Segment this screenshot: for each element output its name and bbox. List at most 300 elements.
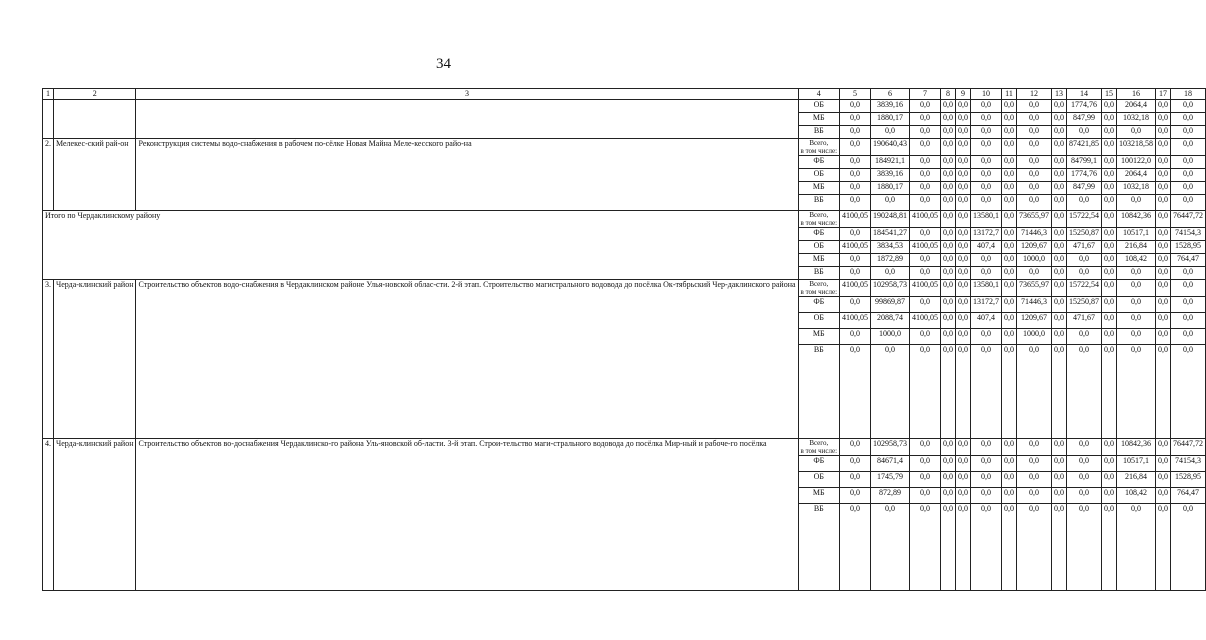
row-number: 2. xyxy=(43,139,54,211)
value-cell: 0,0 xyxy=(1017,113,1052,126)
value-cell: 0,0 xyxy=(1156,182,1171,195)
value-cell: 0,0 xyxy=(956,345,971,439)
project-description: Строительство объектов водо-снабжения в Чердаклинском районе Улья-новской облас-сти. 2-й этап. Строительство магистрального водовода до посёлка Ок-тябрьский Чер-даклинского района xyxy=(136,280,798,439)
table-row xyxy=(43,89,1206,100)
value-cell: 1528,95 xyxy=(1171,241,1206,254)
value-cell: 872,89 xyxy=(871,488,910,504)
value-cell: 0,0 xyxy=(1017,182,1052,195)
value-cell: 0,0 xyxy=(910,439,941,456)
value-cell: 0,0 xyxy=(956,113,971,126)
column-header: 10 xyxy=(971,89,1002,100)
value-cell: 0,0 xyxy=(1002,329,1017,345)
value-cell: 1032,18 xyxy=(1117,182,1156,195)
value-cell: 0,0 xyxy=(1002,139,1017,156)
value-cell: 0,0 xyxy=(1017,345,1052,439)
value-cell: 0,0 xyxy=(910,345,941,439)
value-cell: 0,0 xyxy=(1017,267,1052,280)
value-cell: 0,0 xyxy=(1156,488,1171,504)
value-cell: 87421,85 xyxy=(1067,139,1102,156)
value-cell: 0,0 xyxy=(1102,182,1117,195)
source-label: ОБ xyxy=(798,100,840,113)
value-cell: 0,0 xyxy=(1171,156,1206,169)
value-cell: 0,0 xyxy=(1156,456,1171,472)
value-cell: 0,0 xyxy=(1156,329,1171,345)
value-cell: 0,0 xyxy=(941,113,956,126)
value-cell: 0,0 xyxy=(941,169,956,182)
value-cell: 0,0 xyxy=(871,345,910,439)
value-cell: 0,0 xyxy=(1002,195,1017,211)
value-cell: 0,0 xyxy=(941,313,956,329)
value-cell: 0,0 xyxy=(1156,504,1171,591)
value-cell: 0,0 xyxy=(910,456,941,472)
column-header: 7 xyxy=(910,89,941,100)
value-cell: 0,0 xyxy=(910,195,941,211)
empty-cell xyxy=(136,100,798,113)
value-cell: 0,0 xyxy=(941,139,956,156)
value-cell: 0,0 xyxy=(1117,267,1156,280)
empty-cell xyxy=(136,126,798,139)
value-cell: 0,0 xyxy=(941,182,956,195)
table-row xyxy=(43,211,1206,228)
value-cell: 0,0 xyxy=(956,254,971,267)
value-cell: 0,0 xyxy=(910,254,941,267)
value-cell: 0,0 xyxy=(941,254,956,267)
value-cell: 0,0 xyxy=(1017,439,1052,456)
value-cell: 0,0 xyxy=(956,182,971,195)
column-header: 15 xyxy=(1102,89,1117,100)
value-cell: 0,0 xyxy=(1052,329,1067,345)
value-cell: 0,0 xyxy=(910,228,941,241)
value-cell: 108,42 xyxy=(1117,488,1156,504)
value-cell: 0,0 xyxy=(1067,504,1102,591)
area-name: Черда-клинский район xyxy=(54,439,136,591)
value-cell: 0,0 xyxy=(1102,241,1117,254)
value-cell: 0,0 xyxy=(956,139,971,156)
value-cell: 4100,05 xyxy=(840,313,871,329)
value-cell: 2064,4 xyxy=(1117,100,1156,113)
value-cell: 0,0 xyxy=(840,254,871,267)
value-cell: 0,0 xyxy=(971,472,1002,488)
value-cell: 76447,72 xyxy=(1171,211,1206,228)
value-cell: 0,0 xyxy=(1117,280,1156,297)
area-name: Черда-клинский район xyxy=(54,280,136,439)
value-cell: 0,0 xyxy=(1102,488,1117,504)
value-cell: 0,0 xyxy=(956,100,971,113)
value-cell: 0,0 xyxy=(941,100,956,113)
value-cell: 0,0 xyxy=(840,329,871,345)
value-cell: 0,0 xyxy=(910,329,941,345)
value-cell: 0,0 xyxy=(1067,456,1102,472)
value-cell: 0,0 xyxy=(1156,345,1171,439)
value-cell: 0,0 xyxy=(1002,254,1017,267)
value-cell: 0,0 xyxy=(1171,126,1206,139)
value-cell: 0,0 xyxy=(840,345,871,439)
value-cell: 0,0 xyxy=(1052,456,1067,472)
value-cell: 0,0 xyxy=(1102,254,1117,267)
value-cell: 4100,05 xyxy=(840,241,871,254)
value-cell: 0,0 xyxy=(910,504,941,591)
value-cell: 0,0 xyxy=(1117,504,1156,591)
source-label: МБ xyxy=(798,488,840,504)
value-cell: 0,0 xyxy=(1171,280,1206,297)
value-cell: 0,0 xyxy=(971,169,1002,182)
value-cell: 0,0 xyxy=(1067,254,1102,267)
value-cell: 0,0 xyxy=(1171,504,1206,591)
value-cell: 0,0 xyxy=(1117,313,1156,329)
value-cell: 0,0 xyxy=(1156,126,1171,139)
value-cell: 13172,7 xyxy=(971,297,1002,313)
value-cell: 1032,18 xyxy=(1117,113,1156,126)
value-cell: 0,0 xyxy=(1171,139,1206,156)
column-header: 4 xyxy=(798,89,840,100)
source-label: ВБ xyxy=(798,504,840,591)
value-cell: 0,0 xyxy=(1002,100,1017,113)
value-cell: 1880,17 xyxy=(871,113,910,126)
value-cell: 0,0 xyxy=(1067,267,1102,280)
total-label: Всего, xyxy=(809,439,829,447)
column-header: 11 xyxy=(1002,89,1017,100)
value-cell: 0,0 xyxy=(941,297,956,313)
value-cell: 847,99 xyxy=(1067,182,1102,195)
value-cell: 0,0 xyxy=(1156,169,1171,182)
value-cell: 3834,53 xyxy=(871,241,910,254)
value-cell: 216,84 xyxy=(1117,472,1156,488)
value-cell: 764,47 xyxy=(1171,488,1206,504)
value-cell: 0,0 xyxy=(1102,267,1117,280)
value-cell: 0,0 xyxy=(1156,439,1171,456)
value-cell: 216,84 xyxy=(1117,241,1156,254)
value-cell: 0,0 xyxy=(1052,139,1067,156)
value-cell: 15250,87 xyxy=(1067,228,1102,241)
value-cell: 190248,81 xyxy=(871,211,910,228)
column-header: 14 xyxy=(1067,89,1102,100)
value-cell: 0,0 xyxy=(1052,169,1067,182)
source-label: ФБ xyxy=(798,228,840,241)
incl-label: в том числе: xyxy=(800,219,838,227)
value-cell: 0,0 xyxy=(941,156,956,169)
value-cell: 0,0 xyxy=(840,439,871,456)
value-cell: 0,0 xyxy=(1102,113,1117,126)
value-cell: 0,0 xyxy=(1002,241,1017,254)
source-label: ВБ xyxy=(798,126,840,139)
value-cell: 0,0 xyxy=(1052,280,1067,297)
value-cell: 0,0 xyxy=(840,228,871,241)
finance-table xyxy=(42,88,1206,591)
value-cell: 0,0 xyxy=(1002,504,1017,591)
value-cell: 0,0 xyxy=(1156,313,1171,329)
value-cell: 0,0 xyxy=(871,504,910,591)
value-cell: 0,0 xyxy=(971,456,1002,472)
value-cell: 0,0 xyxy=(910,472,941,488)
value-cell: 1528,95 xyxy=(1171,472,1206,488)
value-cell: 0,0 xyxy=(1017,488,1052,504)
value-cell: 0,0 xyxy=(1052,297,1067,313)
value-cell: 0,0 xyxy=(1052,504,1067,591)
value-cell: 0,0 xyxy=(1002,182,1017,195)
value-cell: 4100,05 xyxy=(910,241,941,254)
value-cell: 0,0 xyxy=(1017,169,1052,182)
project-description: Строительство объектов во-доснабжения Чердаклинско-го района Уль-яновской об-ласти. 3-й этап. Строи-тельство маги-стрального водовода до посёлка Мир-ный и рабоче-го посёлка xyxy=(136,439,798,591)
value-cell: 407,4 xyxy=(971,241,1002,254)
value-cell: 0,0 xyxy=(971,195,1002,211)
value-cell: 0,0 xyxy=(910,488,941,504)
value-cell: 0,0 xyxy=(1102,345,1117,439)
value-cell: 0,0 xyxy=(910,267,941,280)
value-cell: 0,0 xyxy=(956,472,971,488)
table-row xyxy=(43,139,1206,156)
total-label: Всего, xyxy=(809,139,829,147)
value-cell: 0,0 xyxy=(1117,329,1156,345)
value-cell: 0,0 xyxy=(1052,195,1067,211)
total-label-cell xyxy=(798,439,840,456)
value-cell: 0,0 xyxy=(1102,195,1117,211)
value-cell: 0,0 xyxy=(1102,439,1117,456)
empty-cell xyxy=(54,126,136,139)
total-label: Всего, xyxy=(809,211,829,219)
value-cell: 0,0 xyxy=(1002,313,1017,329)
value-cell: 0,0 xyxy=(956,504,971,591)
value-cell: 0,0 xyxy=(840,488,871,504)
value-cell: 0,0 xyxy=(1102,456,1117,472)
value-cell: 1872,89 xyxy=(871,254,910,267)
value-cell: 0,0 xyxy=(1017,126,1052,139)
value-cell: 0,0 xyxy=(956,488,971,504)
value-cell: 0,0 xyxy=(941,228,956,241)
total-label-cell xyxy=(798,139,840,156)
value-cell: 0,0 xyxy=(1067,126,1102,139)
value-cell: 0,0 xyxy=(1052,126,1067,139)
value-cell: 0,0 xyxy=(1102,211,1117,228)
value-cell: 0,0 xyxy=(971,345,1002,439)
value-cell: 0,0 xyxy=(1102,156,1117,169)
value-cell: 13172,7 xyxy=(971,228,1002,241)
value-cell: 0,0 xyxy=(910,139,941,156)
source-label: ФБ xyxy=(798,456,840,472)
value-cell: 0,0 xyxy=(1171,195,1206,211)
value-cell: 1000,0 xyxy=(1017,329,1052,345)
value-cell: 0,0 xyxy=(840,156,871,169)
value-cell: 0,0 xyxy=(1067,329,1102,345)
value-cell: 0,0 xyxy=(1052,211,1067,228)
value-cell: 0,0 xyxy=(1171,297,1206,313)
empty-cell xyxy=(136,113,798,126)
value-cell: 0,0 xyxy=(971,182,1002,195)
value-cell: 0,0 xyxy=(1002,472,1017,488)
value-cell: 0,0 xyxy=(1171,345,1206,439)
value-cell: 0,0 xyxy=(910,113,941,126)
value-cell: 0,0 xyxy=(1052,228,1067,241)
value-cell: 0,0 xyxy=(971,439,1002,456)
project-description: Реконструкция системы водо-снабжения в рабочем по-сёлке Новая Майна Меле-кесского райо-на xyxy=(136,139,798,211)
value-cell: 0,0 xyxy=(1017,456,1052,472)
value-cell: 73655,97 xyxy=(1017,280,1052,297)
value-cell: 0,0 xyxy=(1017,100,1052,113)
value-cell: 84671,4 xyxy=(871,456,910,472)
value-cell: 0,0 xyxy=(1171,113,1206,126)
value-cell: 1774,76 xyxy=(1067,100,1102,113)
value-cell: 0,0 xyxy=(956,456,971,472)
value-cell: 13580,1 xyxy=(971,211,1002,228)
value-cell: 0,0 xyxy=(1102,126,1117,139)
value-cell: 471,67 xyxy=(1067,313,1102,329)
value-cell: 0,0 xyxy=(1002,228,1017,241)
value-cell: 0,0 xyxy=(1156,139,1171,156)
source-label: ФБ xyxy=(798,156,840,169)
value-cell: 0,0 xyxy=(1067,488,1102,504)
value-cell: 2064,4 xyxy=(1117,169,1156,182)
value-cell: 0,0 xyxy=(1156,280,1171,297)
value-cell: 10842,36 xyxy=(1117,439,1156,456)
value-cell: 0,0 xyxy=(1156,254,1171,267)
column-header: 3 xyxy=(136,89,798,100)
source-label: МБ xyxy=(798,254,840,267)
value-cell: 0,0 xyxy=(1002,211,1017,228)
value-cell: 13580,1 xyxy=(971,280,1002,297)
value-cell: 0,0 xyxy=(871,267,910,280)
value-cell: 0,0 xyxy=(1052,241,1067,254)
value-cell: 1745,79 xyxy=(871,472,910,488)
value-cell: 0,0 xyxy=(1052,113,1067,126)
total-label-cell xyxy=(798,211,840,228)
value-cell: 0,0 xyxy=(910,156,941,169)
empty-cell xyxy=(54,113,136,126)
value-cell: 0,0 xyxy=(971,113,1002,126)
value-cell: 0,0 xyxy=(1156,297,1171,313)
value-cell: 0,0 xyxy=(1102,329,1117,345)
column-header: 18 xyxy=(1171,89,1206,100)
value-cell: 0,0 xyxy=(1052,488,1067,504)
value-cell: 0,0 xyxy=(941,195,956,211)
total-label: Всего, xyxy=(809,280,829,288)
total-label-cell xyxy=(798,280,840,297)
value-cell: 100122,0 xyxy=(1117,156,1156,169)
column-header: 2 xyxy=(54,89,136,100)
value-cell: 0,0 xyxy=(1002,169,1017,182)
value-cell: 0,0 xyxy=(910,169,941,182)
value-cell: 0,0 xyxy=(1067,472,1102,488)
value-cell: 0,0 xyxy=(1102,280,1117,297)
value-cell: 0,0 xyxy=(840,456,871,472)
value-cell: 0,0 xyxy=(1117,126,1156,139)
value-cell: 1000,0 xyxy=(1017,254,1052,267)
value-cell: 184921,1 xyxy=(871,156,910,169)
source-label: МБ xyxy=(798,329,840,345)
value-cell: 1880,17 xyxy=(871,182,910,195)
source-label: ФБ xyxy=(798,297,840,313)
value-cell: 0,0 xyxy=(910,297,941,313)
value-cell: 0,0 xyxy=(1156,113,1171,126)
column-header: 1 xyxy=(43,89,54,100)
value-cell: 0,0 xyxy=(840,100,871,113)
value-cell: 0,0 xyxy=(1117,297,1156,313)
value-cell: 764,47 xyxy=(1171,254,1206,267)
value-cell: 0,0 xyxy=(1002,456,1017,472)
value-cell: 0,0 xyxy=(1002,439,1017,456)
value-cell: 0,0 xyxy=(1002,126,1017,139)
table-row xyxy=(43,280,1206,297)
value-cell: 0,0 xyxy=(840,195,871,211)
empty-cell xyxy=(43,113,54,126)
value-cell: 0,0 xyxy=(1156,267,1171,280)
column-header: 17 xyxy=(1156,89,1171,100)
value-cell: 71446,3 xyxy=(1017,297,1052,313)
value-cell: 0,0 xyxy=(1171,100,1206,113)
empty-cell xyxy=(43,126,54,139)
value-cell: 74154,3 xyxy=(1171,228,1206,241)
value-cell: 0,0 xyxy=(1052,254,1067,267)
value-cell: 0,0 xyxy=(941,211,956,228)
value-cell: 0,0 xyxy=(1017,195,1052,211)
value-cell: 0,0 xyxy=(1117,195,1156,211)
value-cell: 0,0 xyxy=(840,113,871,126)
value-cell: 0,0 xyxy=(1171,313,1206,329)
value-cell: 0,0 xyxy=(1102,228,1117,241)
incl-label: в том числе: xyxy=(800,147,838,155)
value-cell: 0,0 xyxy=(840,504,871,591)
value-cell: 84799,1 xyxy=(1067,156,1102,169)
value-cell: 15722,54 xyxy=(1067,211,1102,228)
value-cell: 0,0 xyxy=(1052,100,1067,113)
source-label: ОБ xyxy=(798,169,840,182)
value-cell: 0,0 xyxy=(971,156,1002,169)
value-cell: 1209,67 xyxy=(1017,313,1052,329)
value-cell: 0,0 xyxy=(1171,169,1206,182)
value-cell: 0,0 xyxy=(971,504,1002,591)
value-cell: 0,0 xyxy=(1002,156,1017,169)
incl-label: в том числе: xyxy=(800,288,838,296)
value-cell: 0,0 xyxy=(1052,267,1067,280)
value-cell: 108,42 xyxy=(1117,254,1156,267)
value-cell: 4100,05 xyxy=(910,280,941,297)
value-cell: 0,0 xyxy=(1102,169,1117,182)
value-cell: 0,0 xyxy=(956,280,971,297)
value-cell: 0,0 xyxy=(1156,241,1171,254)
value-cell: 0,0 xyxy=(956,439,971,456)
value-cell: 0,0 xyxy=(971,126,1002,139)
value-cell: 0,0 xyxy=(1171,267,1206,280)
value-cell: 0,0 xyxy=(1002,488,1017,504)
value-cell: 0,0 xyxy=(971,254,1002,267)
value-cell: 0,0 xyxy=(1002,267,1017,280)
value-cell: 0,0 xyxy=(971,329,1002,345)
source-label: ВБ xyxy=(798,195,840,211)
value-cell: 0,0 xyxy=(956,313,971,329)
value-cell: 0,0 xyxy=(1102,313,1117,329)
value-cell: 0,0 xyxy=(840,472,871,488)
value-cell: 0,0 xyxy=(1052,472,1067,488)
value-cell: 0,0 xyxy=(941,241,956,254)
value-cell: 0,0 xyxy=(971,100,1002,113)
value-cell: 190640,43 xyxy=(871,139,910,156)
value-cell: 0,0 xyxy=(956,195,971,211)
empty-cell xyxy=(54,100,136,113)
value-cell: 0,0 xyxy=(840,169,871,182)
value-cell: 4100,05 xyxy=(910,211,941,228)
value-cell: 0,0 xyxy=(1156,228,1171,241)
value-cell: 0,0 xyxy=(840,139,871,156)
area-name: Мелекес-ский рай-он xyxy=(54,139,136,211)
value-cell: 4100,05 xyxy=(840,211,871,228)
value-cell: 0,0 xyxy=(971,488,1002,504)
value-cell: 4100,05 xyxy=(840,280,871,297)
source-label: ВБ xyxy=(798,267,840,280)
value-cell: 1209,67 xyxy=(1017,241,1052,254)
value-cell: 0,0 xyxy=(956,329,971,345)
value-cell: 184541,27 xyxy=(871,228,910,241)
column-header: 9 xyxy=(956,89,971,100)
page-number: 34 xyxy=(436,56,451,72)
value-cell: 0,0 xyxy=(840,297,871,313)
